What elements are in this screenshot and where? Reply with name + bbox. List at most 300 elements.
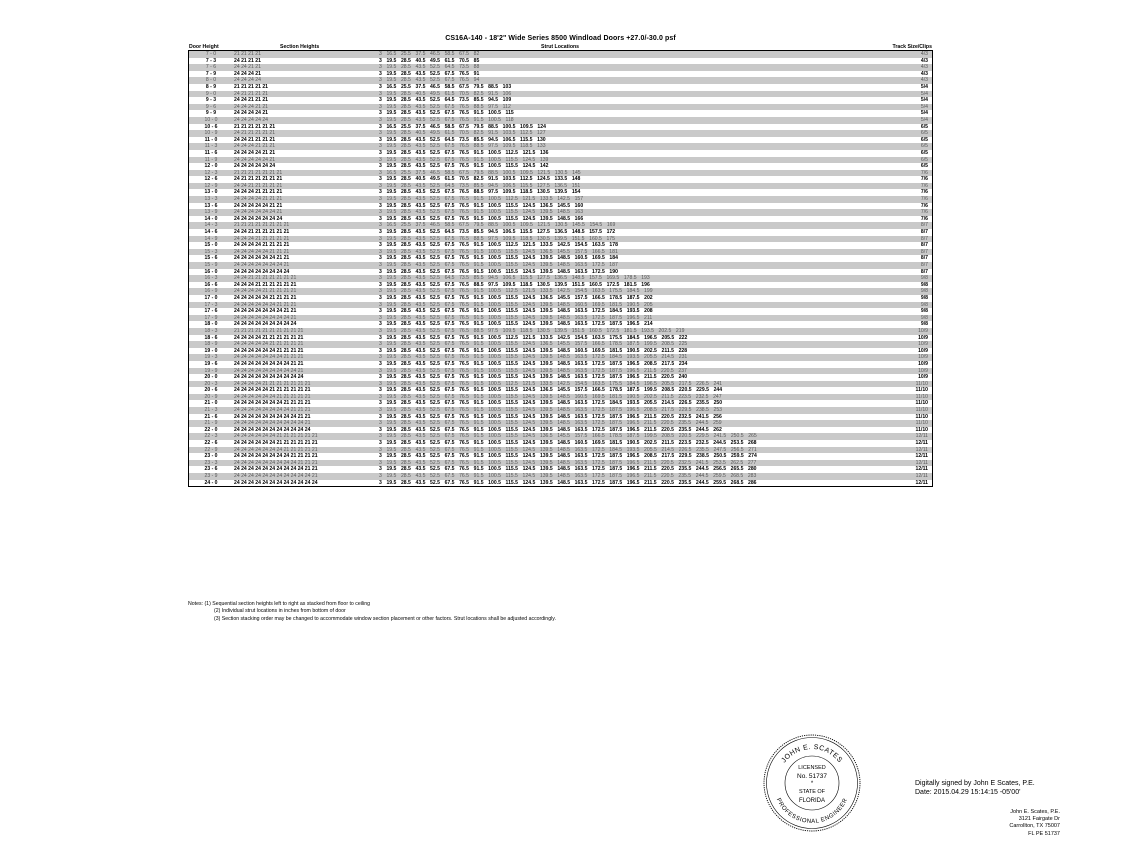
cell-track-size: 8/7: [920, 248, 928, 255]
cell-door-height: 11 - 3: [204, 143, 218, 150]
cell-strut-locations: 3 19.5 28.5 43.5 52.5 67.5 76.5 88.5 97.5 109.5 118.5 130.5 139.5 151.5 160.5 175: [379, 235, 615, 242]
table-row: [189, 361, 932, 368]
table-row: [189, 229, 932, 236]
cell-track-size: 11/10: [915, 387, 928, 394]
note-3: (3) Section stacking order may be changed to accommodate window section placement or other factors. Strut locations shall be adjusted accordingly.: [214, 615, 556, 622]
address-city: Carrollton, TX 75007: [1009, 823, 1060, 830]
cell-door-height: 18 - 9: [204, 341, 218, 348]
cell-track-size: 5/4: [920, 103, 928, 110]
table-row: [189, 460, 932, 467]
table-row: [189, 104, 932, 111]
cell-section-heights: 24 24 24 24 24 21 21 21 21: [234, 294, 297, 301]
cell-track-size: 11/10: [915, 413, 928, 420]
cell-section-heights: 24 24 24 24 24 24 24 24 24 24 24: [234, 426, 311, 433]
cell-section-heights: 24 24 21 21 21 21 21 21: [234, 229, 290, 236]
cell-section-heights: 24 24 24 24 24 24 24 21 21: [234, 308, 297, 315]
engineer-seal: [762, 733, 862, 833]
cell-track-size: 6/5: [920, 136, 928, 143]
cell-track-size: 10/9: [918, 360, 928, 367]
cell-section-heights: 24 24 24 24 24 24 24 24 24 21: [234, 367, 304, 374]
cell-track-size: 8/7: [920, 229, 928, 236]
table-row: [189, 216, 932, 223]
cell-section-heights: 24 24 24 24 24 24 24 24 24 24: [234, 374, 304, 381]
cell-section-heights: 24 24 24 24 21: [234, 110, 268, 117]
cell-door-height: 22 - 9: [204, 446, 218, 453]
cell-track-size: 7/6: [920, 215, 928, 222]
cell-section-heights: 24 24 24 24 24 24 21: [234, 209, 283, 216]
cell-track-size: 7/6: [920, 202, 928, 209]
cell-strut-locations: 3 19.5 28.5 43.5 52.5 67.5 76.5 91.5 100.5 112.5 121.5 133.5 142.5 154.5 163.5 178: [379, 242, 618, 249]
cell-section-heights: 21 21 21 21 21 21 21: [234, 169, 283, 176]
cell-track-size: 12/11: [915, 440, 928, 447]
cell-track-size: 10/9: [918, 374, 928, 381]
cell-door-height: 7 - 6: [205, 64, 217, 71]
cell-door-height: 11 - 6: [204, 149, 218, 156]
cell-section-heights: 24 24 21 21 21 21 21: [234, 182, 283, 189]
cell-strut-locations: 3 19.5 28.5 43.5 52.5 67.5 76.5 91.5 100.5 115.5 124.5 139.5 148.5 163.5 172.5 187.5 196.5 211.5 220.5 232.5 241.5 256: [379, 413, 722, 420]
table-row: [189, 433, 932, 440]
cell-strut-locations: 3 19.5 28.5 43.5 52.5 67.5 76.5 91.5 100.5 115.5 124.5 139.5 148.5 163.5 172.5 187.5 196.5 211.5 220.5 235.5 244.5 259: [379, 420, 722, 427]
table-row: [189, 480, 932, 487]
notes-block: [188, 601, 556, 623]
cell-track-size: 11/10: [915, 426, 928, 433]
cell-section-heights: 21 21 21 21 21 21 21 21 21 21: [234, 327, 304, 334]
cell-strut-locations: 3 16.5 25.5 37.5 46.5 58.5 67.5 79.5 88.5 100.5 109.5 124: [379, 123, 546, 130]
cell-track-size: 10/9: [918, 327, 928, 334]
table-row: [189, 110, 932, 117]
table-row: [189, 308, 932, 315]
cell-strut-locations: 3 19.5 28.5 40.5 49.5 61.5 70.5 82.5 91.5 103.5 112.5 124.5 133.5 148: [379, 176, 581, 183]
cell-strut-locations: 3 19.5 28.5 43.5 52.5 67.5 76.5 91.5 100.5 115.5 124.5 139.5 148.5 163.5 172.5 187.5 196.5 211.5 220.5 235.5 244.5 259.5 268.5 286: [379, 479, 757, 486]
table-row: [189, 302, 932, 309]
cell-section-heights: 24 24 24 24 24 24 24 24 24: [234, 321, 297, 328]
cell-door-height: 21 - 6: [204, 413, 218, 420]
cell-strut-locations: 3 19.5 28.5 43.5 52.5 67.5 76.5 91.5 100.5 115.5 124.5 136.5 145.5 157.5 166.5 178.5 187.5 202: [379, 294, 653, 301]
cell-section-heights: 24 24 24 21 21 21 21 21 21: [234, 281, 297, 288]
cell-section-heights: 24 24 24 24 24 24 21 21: [234, 255, 290, 262]
cell-track-size: 7/6: [920, 182, 928, 189]
cell-door-height: 20 - 9: [204, 393, 218, 400]
cell-track-size: 8/7: [920, 235, 928, 242]
cell-strut-locations: 3 19.5 28.5 43.5 52.5 67.5 76.5 91.5 100.5 115.5 124.5 139.5 148.5 163.5 172.5 187.5 196.5 211.5 220.5 235.5 244.5 259.5 268.5 283: [379, 473, 757, 479]
cell-track-size: 12/11: [915, 466, 928, 473]
cell-door-height: 24 - 0: [204, 479, 218, 486]
table-row: [189, 473, 932, 480]
cell-strut-locations: 3 19.5 28.5 43.5 52.5 67.5 76.5 91.5 100.5 115.5 124.5 139.5 148.5 160.5 169.5 181.5 190.5 205: [379, 301, 653, 308]
cell-strut-locations: 3 19.5 28.5 43.5 52.5 67.5 76.5 91.5 100.5 112.5 121.5 133.5 142.5 154.5 163.5 175.5 184.5 199: [379, 288, 653, 295]
cell-track-size: 6/5: [920, 149, 928, 156]
cell-door-height: 23 - 0: [204, 453, 218, 460]
table-row: [189, 163, 932, 170]
cell-strut-locations: 3 19.5 28.5 43.5 52.5 67.5 76.5 91.5 100.5 115.5 124.5 136.5 145.5 157.5 166.5 181: [379, 248, 618, 255]
cell-strut-locations: 3 19.5 28.5 43.5 52.5 67.5 76.5 91.5 100.5 115.5 124.5 139.5 148.5 163.5 172.5 187.5 196.5 208.5 217.5 229.5 238.5 250.5 259.5 274: [379, 453, 757, 460]
cell-section-heights: 24 24 24 24 24 24 21 21 21 21: [234, 347, 304, 354]
table-row: [189, 368, 932, 375]
cell-section-heights: 24 24 24 24 24 24: [234, 163, 276, 170]
cell-section-heights: 24 21 21 21 21 21: [234, 130, 276, 137]
cell-section-heights: 24 24 24 24 21 21 21: [234, 196, 283, 203]
cell-strut-locations: 3 19.5 28.5 43.5 52.5 67.5 76.5 88.5 97.5 109.5 118.5 130.5 139.5 151.5 160.5 172.5 181.5 193.5 202.5 219: [379, 327, 685, 334]
cell-door-height: 14 - 9: [204, 235, 218, 242]
cell-track-size: 12/11: [915, 459, 928, 466]
cell-track-size: 10/9: [918, 354, 928, 361]
cell-section-heights: 24 24 24 24 24 21 21: [234, 202, 283, 209]
cell-strut-locations: 3 19.5 28.5 43.5 52.5 67.5 76.5 88.5 97.5 109.5 118.5 130.5 139.5 154: [379, 189, 581, 196]
cell-section-heights: 24 24 24 24 21 21 21 21 21: [234, 288, 297, 295]
table-row: [189, 189, 932, 196]
cell-strut-locations: 3 19.5 28.5 43.5 52.5 64.5 73.5 85.5 94.5 109: [379, 97, 512, 104]
cell-section-heights: 24 24 24 24 24 21 21 21 21 21 21: [234, 387, 311, 394]
cell-track-size: 12/11: [915, 473, 928, 479]
cell-track-size: 4/3: [920, 64, 928, 71]
cell-door-height: 12 - 9: [204, 182, 218, 189]
cell-track-size: 4/3: [920, 77, 928, 84]
cell-section-heights: 24 24 24 24 24 24 24 24 24 21 21 21: [234, 459, 318, 466]
cell-door-height: 10 - 0: [204, 116, 218, 123]
cell-door-height: 16 - 6: [204, 281, 218, 288]
cell-section-heights: 24 21 21 21 21 21 21: [234, 176, 283, 183]
cell-section-heights: 24 24 24 24 24 24 21 21 21 21 21 21: [234, 433, 318, 440]
cell-strut-locations: 3 19.5 28.5 43.5 52.5 67.5 76.5 91.5 100.5 115.5 124.5 139.5 148.5 163.5 172.5 187.5 196.5 211.5 220.5 235.5 244.5 262: [379, 426, 722, 433]
cell-door-height: 17 - 9: [204, 314, 218, 321]
seal-state-of-text: STATE OF: [798, 789, 826, 795]
cell-door-height: 9 - 9: [205, 110, 217, 117]
cell-strut-locations: 3 19.5 28.5 40.5 49.5 61.5 70.5 82.5 91.5 106: [379, 90, 512, 97]
table-row: [189, 275, 932, 282]
cell-track-size: 4/3: [920, 51, 928, 57]
cell-door-height: 19 - 3: [204, 354, 218, 361]
cell-door-height: 21 - 0: [204, 400, 218, 407]
cell-section-heights: 24 24 24 24 24 24 21 21 21 21 21: [234, 393, 311, 400]
cell-strut-locations: 3 19.5 28.5 43.5 52.5 67.5 76.5 91.5 100.5 115.5 124.5 139.5 148.5 163: [379, 209, 584, 216]
cell-track-size: 4/3: [920, 70, 928, 77]
cell-section-heights: 24 24 21 21: [234, 64, 261, 71]
cell-door-height: 18 - 0: [204, 321, 218, 328]
cell-door-height: 8 - 0: [205, 77, 217, 84]
cell-section-heights: 24 24 24 24 24 24 24 21 21 21 21: [234, 400, 311, 407]
cell-track-size: 9/8: [920, 308, 928, 315]
cell-section-heights: 21 21 21 21: [234, 51, 261, 57]
cell-track-size: 10/9: [918, 367, 928, 374]
cell-section-heights: 24 24 21 21 21 21 21 21 21: [234, 275, 297, 282]
cell-section-heights: 24 21 21 21: [234, 57, 261, 64]
table-row: [189, 315, 932, 322]
table-title: CS16A-140 - 18'2" Wide Series 8500 Windload Doors +27.0/-30.0 psf: [445, 35, 676, 42]
cell-section-heights: 24 24 24 24 21 21 21 21 21 21 21: [234, 380, 311, 387]
cell-track-size: 12/11: [915, 433, 928, 440]
table-row: [189, 407, 932, 414]
cell-strut-locations: 3 19.5 28.5 43.5 52.5 64.5 73.5 85.5 94.5 106.5 115.5 127.5 136.5 148.5 157.5 172: [379, 229, 616, 236]
cell-door-height: 10 - 6: [204, 123, 218, 130]
digital-signature: [915, 779, 1035, 797]
cell-section-heights: 21 21 21 21 21 21: [234, 123, 276, 130]
table-row: [189, 242, 932, 249]
cell-track-size: 11/10: [915, 380, 928, 387]
table-row: [189, 249, 932, 256]
table-row: [189, 137, 932, 144]
cell-section-heights: 24 24 24 24 21 21: [234, 149, 276, 156]
cell-section-heights: 24 24 24 24 24 24 24 24 21 21 21: [234, 407, 311, 414]
cell-strut-locations: 3 19.5 28.5 43.5 52.5 67.5 76.5 91.5 100.5 115.5 124.5 139: [379, 156, 549, 163]
cell-track-size: 7/6: [920, 169, 928, 176]
cell-strut-locations: 3 19.5 28.5 43.5 52.5 67.5 76.5 91.5 100.5 112.5 121.5 133.5 142.5 154.5 163.5 175.5 184.5 196.5 205.5 217.5 226.5 241: [379, 380, 722, 387]
cell-section-heights: 24 24 24 24 24 24 24 24 24 24 24 21: [234, 473, 318, 479]
table-row: [189, 84, 932, 91]
cell-door-height: 16 - 0: [204, 268, 218, 275]
cell-door-height: 13 - 6: [204, 202, 218, 209]
cell-strut-locations: 3 19.5 28.5 43.5 52.5 67.5 76.5 91.5 100.5 115.5 124.5 136.5 145.5 157.5 166.5 178.5 187.5 199.5 208.5 220.5 229.5 244: [379, 387, 723, 394]
cell-section-heights: 24 24 24 24 24 24 24 21 21 21: [234, 354, 304, 361]
table-row: [189, 374, 932, 381]
cell-section-heights: 24 24 24 24 24 24 24 24 21: [234, 314, 297, 321]
seal-profession-text: PROFESSIONAL ENGINEER: [774, 797, 850, 826]
cell-track-size: 9/8: [920, 321, 928, 328]
cell-door-height: 9 - 3: [205, 97, 217, 104]
cell-track-size: 7/6: [920, 196, 928, 203]
table-row: [189, 255, 932, 262]
cell-track-size: 8/7: [920, 242, 928, 249]
table-row: [189, 64, 932, 71]
cell-door-height: 18 - 3: [204, 327, 218, 334]
cell-track-size: 5/4: [920, 90, 928, 97]
cell-door-height: 11 - 0: [204, 136, 218, 143]
cell-track-size: 12/11: [915, 446, 928, 453]
table-row: [189, 414, 932, 421]
cell-strut-locations: 3 19.5 28.5 40.5 49.5 61.5 70.5 85: [379, 57, 480, 64]
cell-section-heights: 24 24 24 21 21: [234, 103, 268, 110]
table-row: [189, 354, 932, 361]
cell-track-size: 10/9: [918, 341, 928, 348]
cell-track-size: 6/5: [920, 156, 928, 163]
cell-strut-locations: 3 16.5 25.5 37.5 46.5 58.5 67.5 82: [379, 51, 480, 57]
cell-strut-locations: 3 19.5 28.5 43.5 52.5 67.5 76.5 91.5 100.5 115.5 124.5 139.5 148.5 163.5 172.5 187.5 196.5 211: [379, 314, 653, 321]
cell-door-height: 17 - 0: [204, 294, 218, 301]
cell-track-size: 12/11: [915, 479, 928, 486]
cell-strut-locations: 3 16.5 25.5 37.5 46.5 58.5 67.5 79.5 88.5 103: [379, 83, 512, 90]
header-section-heights: Section Heights: [280, 44, 320, 50]
cell-track-size: 8/7: [920, 255, 928, 262]
table-row: [189, 341, 932, 348]
cell-section-heights: 24 24 24 24: [234, 77, 261, 84]
table-row: [189, 348, 932, 355]
cell-door-height: 12 - 6: [204, 176, 218, 183]
table-row: [189, 440, 932, 447]
cell-track-size: 5/4: [920, 116, 928, 123]
seal-state-text: FLORIDA: [798, 798, 826, 804]
cell-section-heights: 24 24 24 24 21 21 21 21: [234, 242, 290, 249]
cell-track-size: 11/10: [915, 420, 928, 427]
cell-strut-locations: 3 19.5 28.5 40.5 49.5 61.5 70.5 82.5 91.5 103.5 112.5 127: [379, 130, 546, 137]
cell-door-height: 23 - 9: [204, 473, 218, 479]
table-row: [189, 130, 932, 137]
seal-number-text: No. 51737: [797, 773, 827, 780]
cell-door-height: 12 - 0: [204, 163, 218, 170]
cell-track-size: 9/8: [920, 294, 928, 301]
cell-strut-locations: 3 19.5 28.5 43.5 52.5 67.5 76.5 91.5 100.5 115.5 124.5 139.5 148.5 163.5 172.5 187.5 196.5 214: [379, 321, 653, 328]
cell-track-size: 12/11: [915, 453, 928, 460]
header-strut-locations: Strut Locations: [541, 44, 580, 50]
cell-door-height: 22 - 0: [204, 426, 218, 433]
cell-section-heights: 24 24 24 24 24 21: [234, 156, 276, 163]
cell-track-size: 8/7: [920, 222, 928, 229]
table-row: [189, 328, 932, 335]
cell-strut-locations: 3 19.5 28.5 43.5 52.5 67.5 76.5 88.5 97.5 109.5 118.5 130.5 139.5 151.5 160.5 172.5 181.5 196: [379, 281, 650, 288]
cell-door-height: 19 - 6: [204, 360, 218, 367]
cell-section-heights: 24 24 24 21: [234, 70, 261, 77]
cell-door-height: 15 - 0: [204, 242, 218, 249]
cell-section-heights: 24 24 24 24 24 24 21 21 21: [234, 301, 297, 308]
cell-strut-locations: 3 19.5 28.5 43.5 52.5 67.5 76.5 91.5 100.5 115: [379, 110, 514, 117]
cell-section-heights: 24 24 24 21 21 21 21 21: [234, 235, 290, 242]
cell-door-height: 13 - 3: [204, 196, 218, 203]
cell-door-height: 16 - 9: [204, 288, 218, 295]
cell-section-heights: 24 24 24 24 21 21 21 21 21 21: [234, 334, 304, 341]
cell-strut-locations: 3 19.5 28.5 43.5 52.5 67.5 76.5 91.5 100.5 115.5 124.5 139.5 148.5 163.5 172.5 187: [379, 262, 618, 268]
cell-door-height: 17 - 3: [204, 301, 218, 308]
cell-door-height: 11 - 9: [204, 156, 218, 163]
table-row: [189, 262, 932, 269]
cell-strut-locations: 3 19.5 28.5 43.5 52.5 67.5 76.5 91.5 100.5 115.5 124.5 139.5 148.5 163.5 172.5 187.5 196.5 211.5 220.5 237: [379, 367, 687, 374]
cell-door-height: 13 - 9: [204, 209, 218, 216]
note-1: (1) Sequential section heights left to right as stacked from floor to ceiling: [204, 601, 370, 607]
seal-star-icon: *: [810, 781, 814, 787]
cell-strut-locations: 3 19.5 28.5 43.5 52.5 67.5 76.5 91.5 100.5 112.5 121.5 133.5 142.5 157: [379, 196, 584, 203]
cell-strut-locations: 3 19.5 28.5 43.5 52.5 67.5 76.5 91.5 100.5 115.5 124.5 142: [379, 163, 549, 170]
cell-track-size: 9/8: [920, 314, 928, 321]
cell-strut-locations: 3 19.5 28.5 43.5 52.5 67.5 76.5 91.5 100.5 115.5 124.5 139.5 148.5 160.5 169.5 181.5 190.5 202.5 211.5 223.5 232.5 244.5 253.5 268: [379, 440, 757, 447]
cell-strut-locations: 3 19.5 28.5 43.5 52.5 67.5 76.5 91.5 100.5 115.5 124.5 139.5 148.5 163.5 172.5 184.5 193.5 205.5 214.5 226.5 235.5 250: [379, 400, 723, 407]
cell-section-heights: 24 24 24 24 24 24 21 21 21 21 21 21: [234, 440, 318, 447]
table-row: [189, 58, 932, 65]
cell-section-heights: 24 24 24 24 24 24 24 24 24 24 24 24: [234, 479, 318, 486]
cell-door-height: 13 - 0: [204, 189, 218, 196]
cell-track-size: 7/6: [920, 176, 928, 183]
note-2: (2) Individual strut locations in inches from bottom of door: [214, 608, 346, 615]
cell-strut-locations: 3 19.5 28.5 43.5 52.5 67.5 76.5 88.5 97.5 112: [379, 103, 511, 110]
table-row: [189, 143, 932, 150]
cell-track-size: 9/8: [920, 281, 928, 288]
cell-strut-locations: 3 19.5 28.5 43.5 52.5 64.5 73.5 85.5 94.5 106.5 115.5 127.5 136.5 148.5 157.5 169.5 178.5 193: [379, 275, 650, 282]
cell-strut-locations: 3 19.5 28.5 43.5 52.5 64.5 73.5 85.5 94.5 106.5 115.5 127.5 136.5 151: [379, 182, 581, 189]
table-row: [189, 295, 932, 302]
cell-track-size: 6/5: [920, 123, 928, 130]
cell-section-heights: 24 24 24 24 24 24 24 24 21 21: [234, 360, 304, 367]
table-row: [189, 394, 932, 401]
cell-track-size: 6/5: [920, 143, 928, 150]
cell-door-height: 22 - 3: [204, 433, 218, 440]
cell-door-height: 9 - 6: [205, 103, 217, 110]
cell-strut-locations: 3 19.5 28.5 43.5 52.5 67.5 76.5 91.5 100.5 118: [379, 116, 514, 123]
cell-section-heights: 24 24 24 24 24 24 24 21 21 21 21 21: [234, 446, 318, 453]
cell-track-size: 5/4: [920, 83, 928, 90]
table-row: [189, 381, 932, 388]
engineer-address: [980, 809, 1060, 838]
seal-licensed-text: LICENSED: [798, 765, 826, 771]
table-row: [189, 97, 932, 104]
cell-section-heights: 24 24 24 24 24: [234, 116, 268, 123]
table-row: [189, 71, 932, 78]
table-row: [189, 420, 932, 427]
cell-door-height: 8 - 9: [205, 83, 217, 90]
cell-strut-locations: 3 19.5 28.5 43.5 52.5 67.5 76.5 91.5 100.5 115.5 124.5 139.5 148.5 163.5 172.5 184.5 193.5 205.5 214.5 231: [379, 354, 688, 361]
cell-door-height: 21 - 9: [204, 420, 218, 427]
cell-door-height: 16 - 3: [204, 275, 218, 282]
cell-door-height: 17 - 6: [204, 308, 218, 315]
cell-track-size: 6/5: [920, 130, 928, 137]
table-row: [189, 150, 932, 157]
address-street: 3121 Fairgate Dr: [1018, 816, 1060, 823]
cell-section-heights: 24 24 24 24 24 24 24: [234, 215, 283, 222]
cell-door-height: 23 - 6: [204, 466, 218, 473]
cell-door-height: 7 - 3: [205, 57, 217, 64]
cell-track-size: 5/4: [920, 110, 928, 117]
table-row: [189, 282, 932, 289]
cell-door-height: 20 - 6: [204, 387, 218, 394]
cell-door-height: 14 - 3: [204, 222, 218, 229]
table-row: [189, 196, 932, 203]
table-row: [189, 269, 932, 276]
cell-strut-locations: 3 19.5 28.5 43.5 52.5 67.5 76.5 91: [379, 70, 480, 77]
cell-strut-locations: 3 16.5 25.5 37.5 46.5 58.5 67.5 79.5 88.5 100.5 109.5 121.5 130.5 145: [379, 169, 581, 176]
cell-section-heights: 24 24 24 24 24 24 24 21: [234, 262, 290, 268]
cell-door-height: 15 - 6: [204, 255, 218, 262]
cell-door-height: 7 - 0: [205, 51, 217, 57]
cell-section-heights: 24 24 21 21 21: [234, 97, 268, 104]
cell-door-height: 19 - 9: [204, 367, 218, 374]
table-row: [189, 387, 932, 394]
cell-track-size: 9/8: [920, 301, 928, 308]
cell-section-heights: 24 21 21 21 21: [234, 90, 268, 97]
cell-door-height: 15 - 3: [204, 248, 218, 255]
cell-door-height: 20 - 3: [204, 380, 218, 387]
cell-door-height: 7 - 9: [205, 70, 217, 77]
cell-door-height: 10 - 9: [204, 130, 218, 137]
table-row: [189, 400, 932, 407]
cell-door-height: 20 - 0: [204, 374, 218, 381]
cell-section-heights: 24 24 24 24 24 24 24 24 24 21 21: [234, 413, 311, 420]
cell-door-height: 22 - 6: [204, 440, 218, 447]
cell-door-height: 21 - 3: [204, 407, 218, 414]
cell-section-heights: 24 24 24 24 24 21 21 21: [234, 248, 290, 255]
table-row: [189, 51, 932, 58]
cell-door-height: 14 - 0: [204, 215, 218, 222]
seal-name-text: JOHN E. SCATES: [780, 743, 844, 765]
table-row: [189, 117, 932, 124]
cell-strut-locations: 3 19.5 28.5 43.5 52.5 67.5 76.5 91.5 100.5 115.5 124.5 136.5 145.5 157.5 166.5 178.5 187.5 199.5 208.5 225: [379, 341, 688, 348]
cell-track-size: 4/3: [920, 57, 928, 64]
cell-section-heights: 24 24 24 24 24 24 24 24 24 24 21 21: [234, 466, 318, 473]
cell-track-size: 8/7: [920, 262, 928, 268]
cell-strut-locations: 3 19.5 28.5 43.5 52.5 67.5 76.5 91.5 100.5 115.5 124.5 139.5 148.5 163.5 172.5 187.5 196.5 211.5 220.5 240: [379, 374, 688, 381]
cell-section-heights: 24 24 24 24 24 24 24 24 21 21 21 21: [234, 453, 318, 460]
cell-strut-locations: 3 19.5 28.5 43.5 52.5 67.5 76.5 94: [379, 77, 480, 84]
signature-date: Date: 2015.04.29 15:14:15 -05'00': [915, 789, 1021, 796]
address-name: John E. Scates, P.E.: [1010, 809, 1060, 815]
table-row: [189, 203, 932, 210]
table-row: [189, 222, 932, 229]
cell-section-heights: 24 24 21 21 21 21: [234, 136, 276, 143]
cell-strut-locations: 3 19.5 28.5 43.5 52.5 67.5 76.5 91.5 100.5 115.5 124.5 139.5 148.5 166: [379, 215, 584, 222]
cell-strut-locations: 3 19.5 28.5 43.5 52.5 67.5 76.5 91.5 100.5 115.5 124.5 139.5 148.5 160.5 169.5 184: [379, 255, 618, 262]
table-row: [189, 447, 932, 454]
strut-table-sheet: [188, 35, 933, 487]
cell-section-heights: 24 24 24 24 24 24 24 24: [234, 268, 290, 275]
table-row: [189, 77, 932, 84]
table-row: [189, 124, 932, 131]
table-row: [189, 91, 932, 98]
table-row: [189, 236, 932, 243]
table-row: [189, 335, 932, 342]
